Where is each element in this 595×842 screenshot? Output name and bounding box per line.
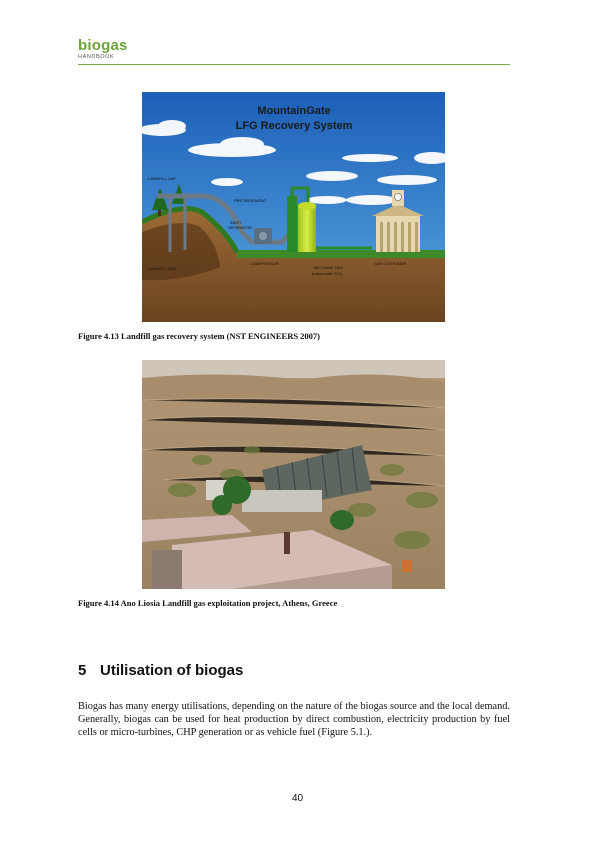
label-landfill-gas: LANDFILL GAS	[148, 266, 177, 271]
label-methane-gas: METHANE GAS	[314, 265, 344, 270]
figure-4-14-caption: Figure 4.14 Ano Liosia Landfill gas exploitation project, Athens, Greece	[78, 598, 338, 608]
label-landfill-cap: LANDFILL CAP	[148, 176, 176, 181]
figure-lfg-recovery	[142, 92, 445, 322]
diagram-title-line1: MountainGate	[257, 105, 331, 117]
brand-logo: biogas	[78, 37, 128, 54]
section-heading	[78, 662, 243, 679]
figure-ano-liosia-photo	[142, 360, 445, 589]
label-methane-mixed: (mixed with CO₂)	[312, 271, 343, 276]
section-title: Utilisation of biogas	[100, 662, 244, 679]
body-paragraph: Biogas has many energy utilisations, depending on the nature of the biogas source and the local demand. Generally, biogas can be used for heat production by direct combustion, electricity production by fuel cells or micro-turbines, CHP generation or as vehicle fuel (Figure 5.1.).	[78, 701, 510, 739]
figure-4-13-caption: Figure 4.13 Landfill gas recovery system (NST ENGINEERS 2007)	[78, 331, 321, 341]
brand-subtitle: HANDBOOK	[78, 54, 115, 60]
section-number: 5	[78, 662, 87, 679]
label-compressor: COMPRESSOR	[250, 261, 279, 266]
landfill-photo	[142, 360, 445, 589]
label-separator: SEPARATOR	[228, 225, 253, 230]
label-inlet: INLET	[230, 220, 242, 225]
page-number: 40	[291, 793, 304, 804]
label-gas-customer: GAS CUSTOMER	[374, 261, 407, 266]
running-header	[78, 38, 510, 60]
diagram-title-line2: LFG Recovery System	[235, 120, 353, 132]
header-rule	[78, 64, 510, 65]
lfg-diagram	[142, 92, 445, 322]
label-pretreatment: PRETREATMENT	[234, 198, 267, 203]
